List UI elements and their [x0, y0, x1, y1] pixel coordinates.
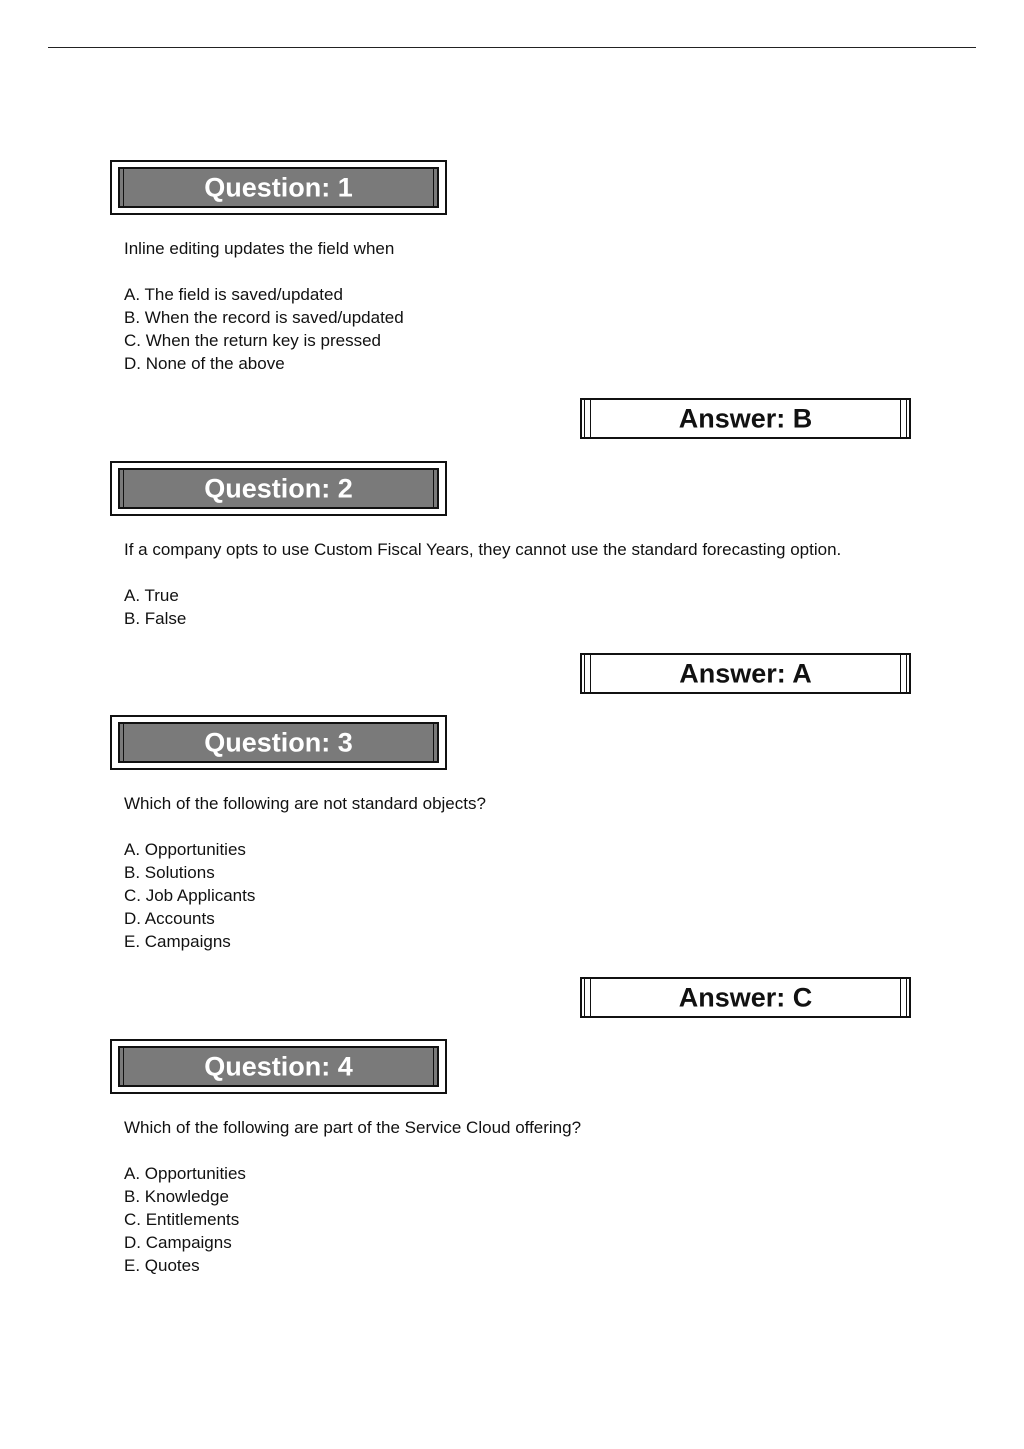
top-rule	[48, 47, 976, 48]
question-label: Question: 3	[204, 727, 353, 757]
option-b: B. Knowledge	[124, 1187, 229, 1206]
option-a: A. The field is saved/updated	[124, 285, 343, 304]
options-list	[124, 838, 486, 953]
question-header	[110, 461, 447, 516]
option-e: E. Quotes	[124, 1256, 200, 1275]
question-label: Question: 1	[204, 172, 353, 202]
question-header	[110, 715, 447, 770]
question-label: Question: 4	[204, 1051, 353, 1081]
option-a: A. Opportunities	[124, 1164, 246, 1183]
options-list	[124, 584, 841, 630]
answer-box	[580, 398, 911, 439]
question-text: Which of the following are not standard objects?	[124, 794, 486, 813]
answer-box	[580, 977, 911, 1018]
question-body	[124, 1116, 581, 1277]
answer-box	[580, 653, 911, 694]
options-list	[124, 1162, 581, 1277]
option-e: E. Campaigns	[124, 932, 231, 951]
option-c: C. When the return key is pressed	[124, 331, 382, 350]
question-text: Inline editing updates the field when	[124, 239, 395, 258]
option-a: A. Opportunities	[124, 840, 246, 859]
question-label: Question: 2	[204, 473, 353, 503]
option-c: C. Entitlements	[124, 1210, 240, 1229]
option-c: C. Job Applicants	[124, 886, 256, 905]
question-text: If a company opts to use Custom Fiscal Years, they cannot use the standard forecasting option.	[124, 540, 842, 559]
option-d: D. Campaigns	[124, 1233, 232, 1252]
answer-label: Answer: B	[678, 403, 813, 433]
question-header	[110, 160, 447, 215]
option-d: D. Accounts	[124, 909, 215, 928]
option-b: B. False	[124, 609, 187, 628]
option-a: A. True	[124, 586, 179, 605]
option-b: B. Solutions	[124, 863, 215, 882]
question-body	[124, 237, 404, 375]
answer-label: Answer: C	[678, 982, 813, 1012]
option-d: D. None of the above	[124, 354, 285, 373]
question-body	[124, 792, 486, 953]
answer-label: Answer: A	[679, 658, 812, 688]
options-list	[124, 283, 404, 375]
option-b: B. When the record is saved/updated	[124, 308, 404, 327]
question-text: Which of the following are part of the Service Cloud offering?	[124, 1118, 582, 1137]
question-header	[110, 1039, 447, 1094]
question-body	[124, 538, 841, 630]
